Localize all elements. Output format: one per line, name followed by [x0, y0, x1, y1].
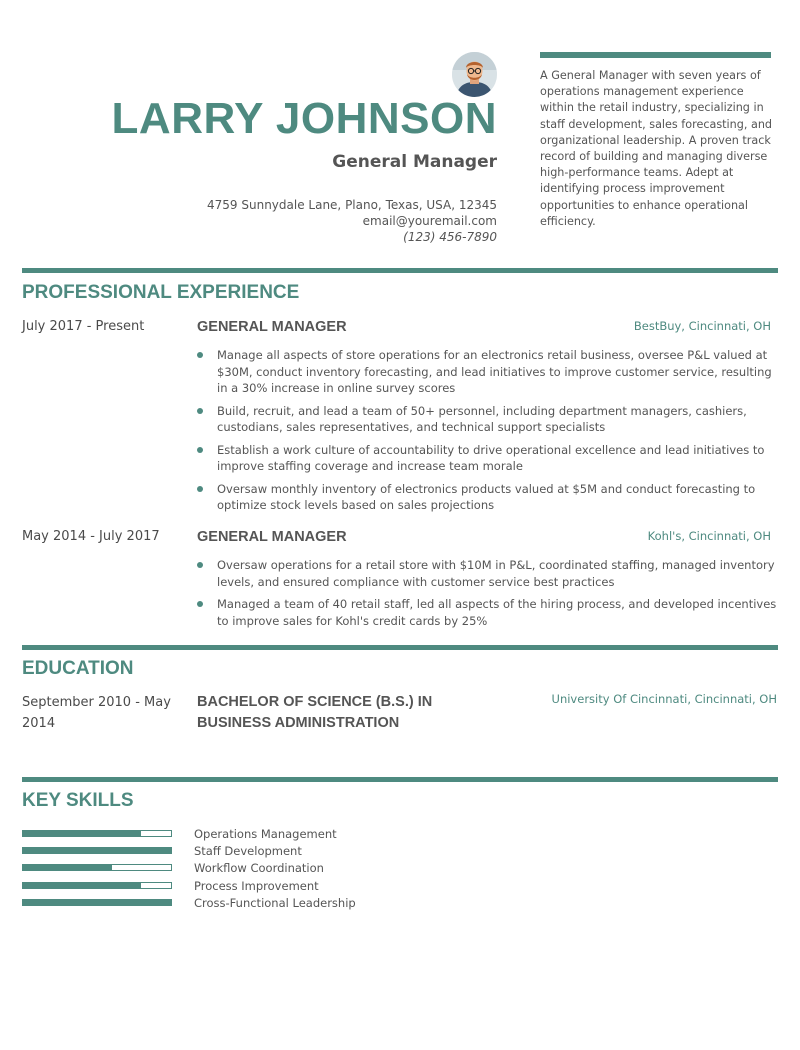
job-bullets [197, 557, 777, 635]
job-company: BestBuy, Cincinnati, OH [633, 319, 771, 333]
job-bullet: Oversaw operations for a retail store with $10M in P&L, coordinated staffing, managed inventory levels, and ensured compliance with customer service best practices [197, 557, 777, 590]
job-bullet: Managed a team of 40 retail staff, led all aspects of the hiring process, and developed incentives to improve sales for Kohl's credit cards by 25% [197, 596, 777, 629]
education-heading: EDUCATION [22, 658, 134, 679]
phone[interactable]: (123) 456-7890 [403, 230, 497, 244]
job-bullet: Build, recruit, and lead a team of 50+ personnel, including department managers, cashiers, custodians, sales representatives, and technical support specialists [197, 403, 777, 436]
skills-list [22, 826, 422, 912]
resume-header [0, 0, 800, 270]
skill-label: Process Improvement [194, 878, 319, 893]
job-dates: July 2017 - Present [22, 319, 145, 334]
skill-label: Cross-Functional Leadership [194, 895, 356, 910]
job-role: GENERAL MANAGER [197, 319, 347, 335]
skill-level-fill [23, 900, 171, 905]
skill-label: Operations Management [194, 827, 337, 841]
education-degree: BACHELOR OF SCIENCE (B.S.) IN BUSINESS ADMINISTRATION [197, 694, 433, 731]
job-bullets [197, 347, 777, 520]
job-bullet: Oversaw monthly inventory of electronics products valued at $5M and conduct forecasting to optimize stock levels based on sales projections [197, 481, 777, 514]
job-dates: May 2014 - July 2017 [22, 529, 160, 544]
contact-info [207, 197, 497, 245]
skill-level-fill [23, 865, 112, 870]
address: 4759 Sunnydale Lane, Plano, Texas, USA, 12345 [207, 198, 497, 212]
skill-label: Workflow Coordination [194, 861, 324, 876]
job-company: Kohl's, Cincinnati, OH [647, 529, 771, 543]
skill-item [22, 860, 422, 877]
skill-item [22, 878, 422, 895]
skill-label: Staff Development [194, 844, 302, 859]
job-role: GENERAL MANAGER [197, 529, 347, 545]
summary-text: A General Manager with seven years of operations management experience within the retail industry, specializing in staff development, sales forecasting, and organizational leadership. A proven track record of building and managing diverse high-performance teams. Adept at identifying process improvement opportunities to enhance operational efficiency. [540, 69, 773, 228]
job-bullet: Manage all aspects of store operations for an electronics retail business, oversee P&L valued at $30M, conduct inventory forecasting, and lead initiatives to improve customer service, resulting in a 30% increase in online survey scores [197, 347, 777, 397]
skill-level-bar [22, 899, 172, 906]
candidate-name: LARRY JOHNSON [111, 94, 497, 143]
skill-level-fill [23, 831, 141, 836]
skill-level-bar [22, 864, 172, 871]
skill-item [22, 826, 422, 843]
skill-item [22, 843, 422, 860]
avatar [452, 52, 497, 97]
experience-heading: PROFESSIONAL EXPERIENCE [22, 282, 300, 303]
education-school: University Of Cincinnati, Cincinnati, OH [551, 692, 777, 706]
job-bullet: Establish a work culture of accountability to drive operational excellence and lead initiatives to improve staffing coverage and increase team morale [197, 442, 777, 475]
section-divider [22, 268, 778, 273]
skill-level-fill [23, 848, 171, 853]
candidate-title: General Manager [332, 152, 497, 172]
skill-level-bar [22, 847, 172, 854]
education-dates: September 2010 - May 2014 [22, 695, 171, 731]
profile-photo-icon [452, 52, 497, 97]
skill-level-bar [22, 882, 172, 889]
skills-heading: KEY SKILLS [22, 790, 134, 811]
skill-item [22, 895, 422, 912]
section-divider [22, 777, 778, 782]
summary-accent-bar [540, 52, 771, 58]
skill-level-fill [23, 883, 141, 888]
section-divider [22, 645, 778, 650]
skill-level-bar [22, 830, 172, 837]
email[interactable]: email@youremail.com [362, 214, 497, 228]
